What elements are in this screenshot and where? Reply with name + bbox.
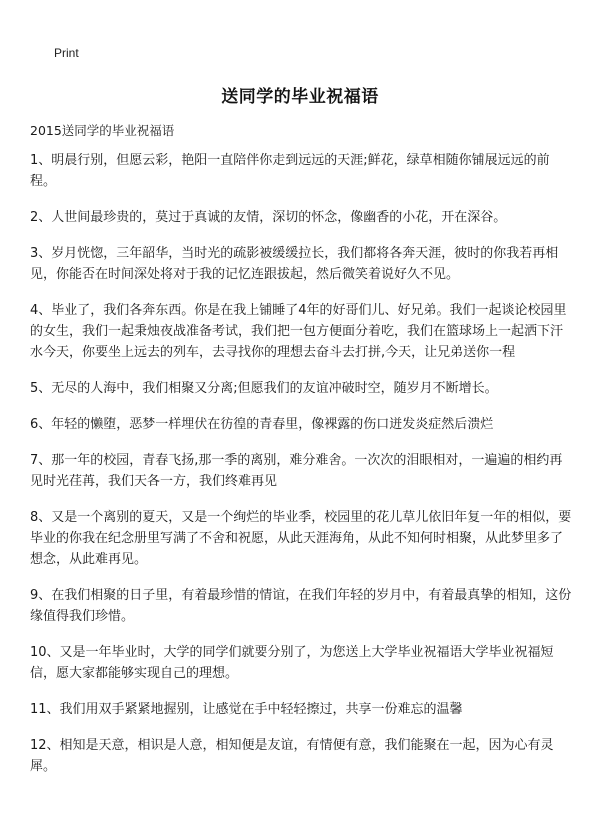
list-item: 12、相知是天意，相识是人意，相知便是友谊，有情便有意，我们能聚在一起，因为心有灵犀。 [30,738,554,774]
list-item: 10、又是一年毕业时，大学的同学们就要分别了，为您送上大学毕业祝福语大学毕业祝福短信，愿大家都能够实现自己的理想。 [30,645,554,681]
document-subtitle: 2015送同学的毕业祝福语 [30,123,175,138]
blessing-list [30,150,575,792]
page-title: 送同学的毕业祝福语 [221,87,379,107]
list-item: 2、人世间最珍贵的，莫过于真诚的友情，深切的怀念，像幽香的小花，开在深谷。 [30,210,507,225]
list-item: 7、那一年的校园，青春飞扬,那一季的离别，难分难舍。一次次的泪眼相对，一遍遍的相约再见时光荏苒，我们天各一方，我们终难再见 [30,453,563,489]
list-item: 5、无尽的人海中，我们相聚又分离;但愿我们的友谊冲破时空，随岁月不断增长。 [30,381,498,396]
print-link[interactable]: Print [54,46,79,60]
list-item: 1、明晨行别，但愿云彩，艳阳一直陪伴你走到远远的天涯;鲜花，绿草相随你铺展远远的前程。 [30,153,550,189]
list-item: 8、又是一个离别的夏天，又是一个绚烂的毕业季，校园里的花儿草儿依旧年复一年的相似，要毕业的你我在纪念册里写满了不舍和祝愿，从此天涯海角，从此不知何时相聚，从此梦里多了想念，从此难再见。 [30,510,572,567]
list-item: 11、我们用双手紧紧地握别，让感觉在手中轻轻擦过，共享一份难忘的温馨 [30,702,463,717]
list-item: 4、毕业了，我们各奔东西。你是在我上铺睡了4年的好哥们儿、好兄弟。我们一起谈论校园里的女生，我们一起秉烛夜战准备考试，我们把一包方便面分着吃，我们在篮球场上一起洒下汗水今天，你要坐上远去的列车，去寻找你的理想去奋斗去打拼,今天，让兄弟送你一程 [30,303,567,360]
list-item: 6、年轻的懒堕，恶梦一样埋伏在彷徨的青春里，像裸露的伤口迸发炎症然后溃烂 [30,417,494,432]
list-item: 9、在我们相聚的日子里，有着最珍惜的情谊，在我们年轻的岁月中，有着最真挚的相知，这份缘值得我们珍惜。 [30,588,572,624]
list-item: 3、岁月恍惚，三年韶华，当时光的疏影被缓缓拉长，我们都将各奔天涯，彼时的你我若再相见，你能否在时间深处将对于我的记忆连跟拔起，然后微笑着说好久不见。 [30,246,559,282]
